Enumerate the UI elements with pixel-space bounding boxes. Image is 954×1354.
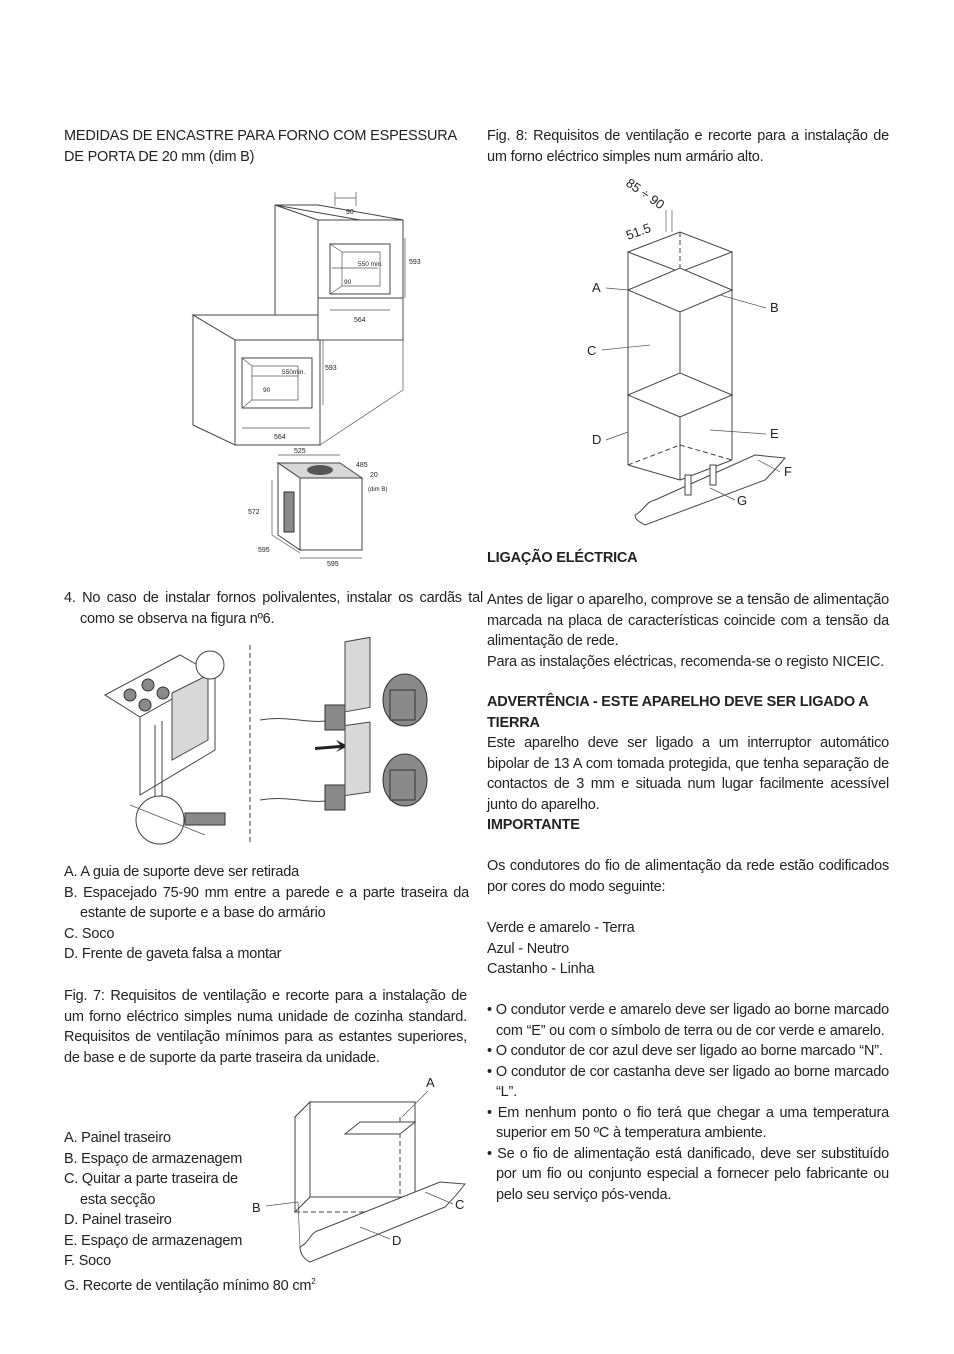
- dim-550-lower: 550min.: [282, 369, 306, 376]
- dim-20: 20: [370, 472, 378, 479]
- dim-90-lower: 90: [263, 387, 271, 394]
- color-code-list: [487, 918, 889, 980]
- fig8-dim-51-5: 51.5: [623, 220, 653, 243]
- fig7-label-b: B: [252, 1200, 261, 1215]
- bullet-neutral: • O condutor de cor azul deve ser ligado ao borne marcado “N”.: [487, 1043, 883, 1059]
- dim-572: 572: [248, 509, 260, 516]
- bullet-damaged-cable: • Se o fio de alimentação está danificado, deve ser substituído por um fio ou conjunto especial a fornecer pelo fabricante ou pelo seu serviço pós-venda.: [487, 1145, 889, 1203]
- importante-text: Os condutores do fio de alimentação da rede estão codificados por cores do modo seguinte:: [487, 858, 889, 895]
- fig8-dim-85-90: 85 ÷ 90: [623, 175, 668, 213]
- dim-593-upper: 593: [409, 259, 421, 266]
- dim-485: 485: [356, 462, 368, 469]
- fig8-shelf-lower: [628, 373, 732, 417]
- bullet-temperature: • Em nenhum ponto o fio terá que chegar a uma temperatura superior em 50 ºC à temperatura ambiente.: [487, 1104, 889, 1141]
- fig7-item-g-sup: 2: [311, 1276, 316, 1286]
- fig7-label-d: D: [392, 1233, 402, 1248]
- dim-b-label: (dim B): [368, 487, 388, 493]
- fig8-label-c: C: [587, 343, 597, 358]
- fig8-label-e: E: [770, 426, 779, 441]
- ligacao-paragraph-1: Antes de ligar o aparelho, comprove se a tensão de alimentação marcada na placa de características coincide com a tensão da alimentação de rede.: [487, 592, 889, 649]
- fig7-label-c: C: [455, 1197, 465, 1212]
- fig8-tall-cabinet-diagram: [580, 170, 810, 530]
- fig8-label-d: D: [592, 432, 602, 447]
- list-a-item-b: B. Espacejado 75-90 mm entre a parede e a parte traseira da estante de suporte e a base do armário: [64, 884, 469, 921]
- dim-90-top: 90: [346, 209, 354, 216]
- dim-525: 525: [294, 448, 306, 455]
- low-cabinet-cavity: [242, 358, 312, 408]
- fig8-label-b: B: [770, 300, 779, 315]
- list-a-block: [64, 862, 469, 965]
- advertencia-block: [487, 692, 889, 815]
- fig8-caption-text: Fig. 8: Requisitos de ventilação e recorte para a instalação de um forno eléctrico simples num armário alto.: [487, 128, 889, 165]
- dim-550-upper: 550 min.: [358, 261, 383, 268]
- fig8-label-g: G: [737, 493, 748, 508]
- fig7-caption-text: Fig. 7: Requisitos de ventilação e recorte para a instalação de um forno eléctrico simples numa unidade de cozinha standard. Requisitos de ventilação mínimos para as estantes superiores, de base e de suporte da parte traseira da unidade.: [64, 988, 467, 1066]
- bullet-earth: • O condutor verde e amarelo deve ser ligado ao borne marcado com “E” ou com o símbolo de terra ou de cor verde e amarelo.: [487, 1002, 889, 1039]
- dim-595-bottom: 595: [327, 561, 339, 568]
- oven-unit-body: [300, 478, 362, 550]
- section-heading-medidas: [64, 126, 469, 167]
- detail-circle-top: [196, 651, 224, 679]
- fig7-caption: [64, 986, 467, 1068]
- dim-564-lower: 564: [274, 434, 286, 441]
- fig8-label-a: A: [592, 280, 601, 295]
- heading-text: MEDIDAS DE ENCASTRE PARA FORNO COM ESPESSURA DE PORTA DE 20 mm (dim B): [64, 128, 457, 165]
- importante-body: [487, 856, 889, 897]
- oven-dimensions-diagram: [190, 180, 430, 580]
- detail-circle-bottom: [136, 796, 184, 844]
- ligacao-paragraph-2: Para as instalações eléctricas, recomenda-se o registo NICEIC.: [487, 653, 884, 670]
- dim-593-lower: 593: [325, 365, 337, 372]
- bullet-list: [487, 1000, 889, 1205]
- cardan-assembly-top: [260, 637, 427, 730]
- fig8-shelf-upper: [628, 268, 732, 312]
- fig7-list: [64, 1128, 316, 1296]
- fig7-item-a: A. Painel traseiro: [64, 1130, 171, 1146]
- color-code-earth: Verde e amarelo - Terra: [487, 920, 635, 936]
- list-a-item-d: D. Frente de gaveta falsa a montar: [64, 946, 282, 962]
- color-code-line: Castanho - Linha: [487, 961, 595, 977]
- fig7-item-d: D. Painel traseiro: [64, 1212, 172, 1228]
- fig7-item-g: [64, 1272, 316, 1296]
- item-4-text: 4. No caso de instalar fornos polivalentes, instalar os cardãs tal como se observa na figura nº6.: [64, 590, 483, 627]
- fig7-label-a: A: [426, 1075, 435, 1090]
- tall-cabinet-cavity: [330, 244, 390, 294]
- cardan-assembly-bottom: [260, 722, 427, 810]
- advertencia-text: Este aparelho deve ser ligado a um interruptor automático bipolar de 13 A com tomada protegida, que tenha separação de contactos de 3 mm e situada num lugar facilmente acessível junto do aparelho.: [487, 735, 889, 813]
- list-a-item-a: A. A guia de suporte deve ser retirada: [64, 864, 300, 880]
- cardan-installation-illustration: [100, 645, 470, 845]
- fig7-item-g-text: G. Recorte de ventilação mínimo 80 cm: [64, 1277, 312, 1294]
- fig8-caption: [487, 126, 889, 167]
- ligacao-body: [487, 590, 889, 672]
- color-code-neutral: Azul - Neutro: [487, 940, 570, 957]
- dim-90-upper: 90: [344, 279, 352, 286]
- advertencia-heading: ADVERTÊNCIA - ESTE APARELHO DEVE SER LIGADO A TIERRA: [487, 694, 868, 731]
- bullet-line: • O condutor de cor castanha deve ser ligado ao borne marcado “L”.: [487, 1063, 889, 1100]
- fig8-label-f: F: [784, 464, 792, 479]
- ligacao-heading: [487, 548, 889, 569]
- fig7-item-c: C. Quitar a parte traseira de esta secção: [64, 1171, 238, 1208]
- importante-heading-text: IMPORTANTE: [487, 817, 580, 833]
- list-a-item-c: C. Soco: [64, 925, 115, 942]
- fig7-item-e: E. Espaço de armazenagem: [64, 1232, 243, 1249]
- ligacao-heading-text: LIGAÇÃO ELÉCTRICA: [487, 550, 638, 566]
- dim-564-upper: 564: [354, 317, 366, 324]
- item-4: [64, 588, 483, 629]
- fig7-item-b: B. Espaço de armazenagem: [64, 1150, 243, 1167]
- fig7-cabinet-diagram: [250, 1072, 475, 1272]
- dim-595-left: 595: [258, 547, 270, 554]
- importante-heading: [487, 815, 889, 836]
- fig7-item-f: F. Soco: [64, 1253, 111, 1269]
